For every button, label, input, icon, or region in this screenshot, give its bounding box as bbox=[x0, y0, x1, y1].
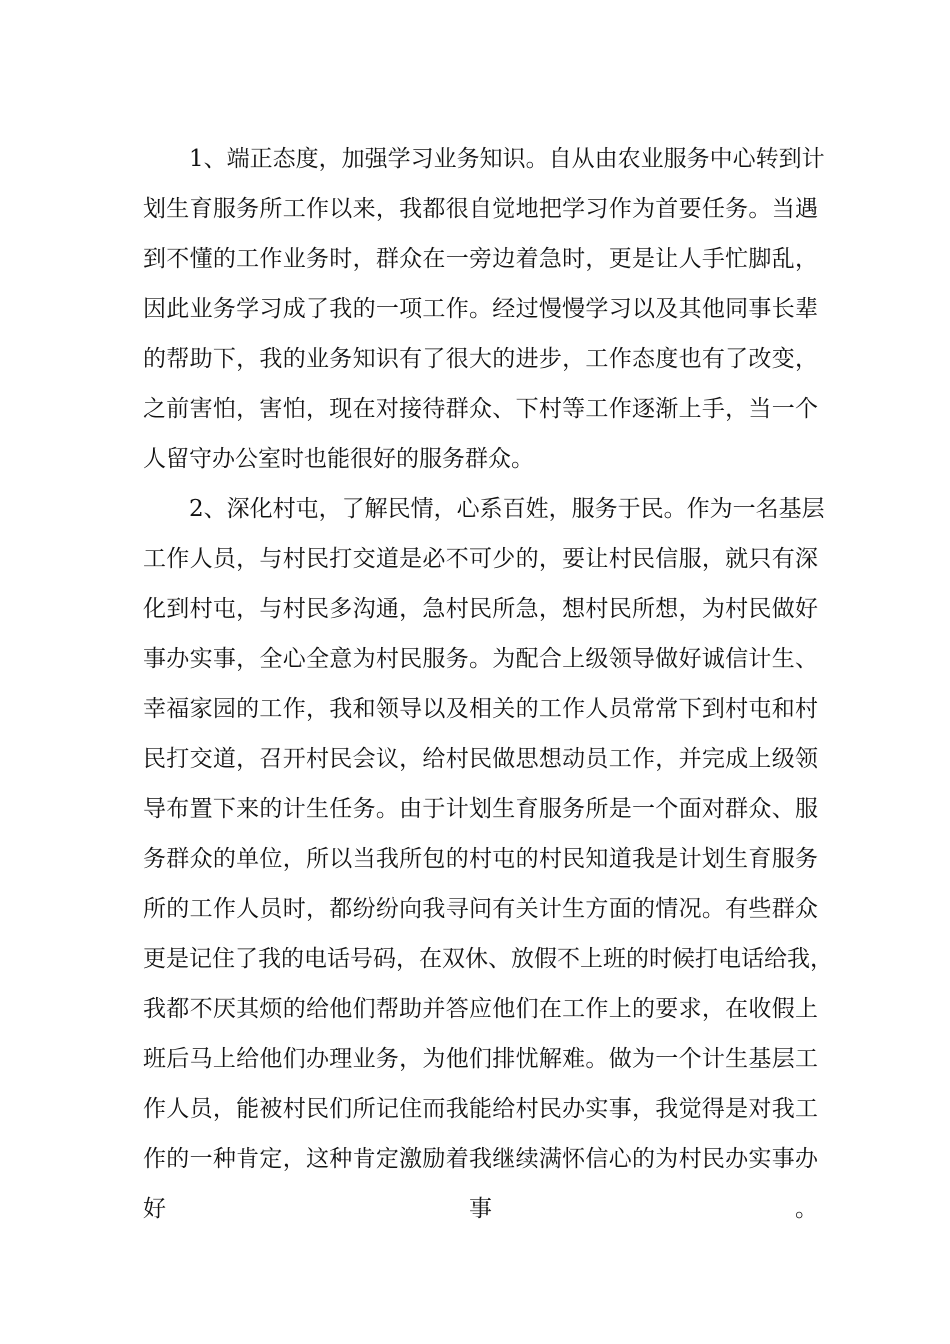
text-line: 作的一种肯定，这种肯定激励着我继续满怀信心的为村民办实事办 bbox=[143, 1146, 818, 1172]
text-line: 所的工作人员时，都纷纷向我寻问有关计生方面的情况。有些群众 bbox=[143, 896, 818, 922]
text-line: 更是记住了我的电话号码，在双休、放假不上班的时候打电话给我， bbox=[143, 946, 833, 972]
text-line: 班后马上给他们办理业务，为他们排忧解难。做为一个计生基层工 bbox=[143, 1046, 818, 1072]
text-line: 化到村屯，与村民多沟通，急村民所急，想村民所想，为村民做好 bbox=[143, 596, 818, 622]
text-line: 因此业务学习成了我的一项工作。经过慢慢学习以及其他同事长辈 bbox=[143, 296, 818, 322]
text-line: 人留守办公室时也能很好的服务群众。 bbox=[143, 446, 534, 472]
text-line: 幸福家园的工作，我和领导以及相关的工作人员常常下到村屯和村 bbox=[143, 696, 818, 722]
document-page bbox=[143, 134, 833, 1334]
text-line bbox=[143, 1284, 818, 1334]
text-line: 工作人员，与村民打交道是必不可少的，要让村民信服，就只有深 bbox=[143, 546, 818, 572]
text-line: 1、端正态度，加强学习业务知识。自从由农业服务中心转到计 bbox=[189, 146, 825, 172]
text-line: 我都不厌其烦的给他们帮助并答应他们在工作上的要求，在收假上 bbox=[143, 996, 818, 1022]
paragraph-2 bbox=[143, 484, 833, 1334]
text-line bbox=[143, 1234, 818, 1284]
paragraph-1 bbox=[143, 134, 825, 484]
text-line: 的帮助下，我的业务知识有了很大的进步，工作态度也有了改变， bbox=[143, 346, 818, 372]
text-line: 2、深化村屯，了解民情，心系百姓，服务于民。作为一名基层 bbox=[189, 496, 825, 522]
text-line: 事办实事，全心全意为村民服务。为配合上级领导做好诚信计生、 bbox=[143, 646, 818, 672]
text-line: 之前害怕，害怕，现在对接待群众、下村等工作逐渐上手，当一个 bbox=[143, 396, 818, 422]
text-line: 划生育服务所工作以来，我都很自觉地把学习作为首要任务。当遇 bbox=[143, 196, 818, 222]
text-line: 好事。 bbox=[143, 1196, 818, 1222]
text-line: 导布置下来的计生任务。由于计划生育服务所是一个面对群众、服 bbox=[143, 796, 818, 822]
text-line: 作人员，能被村民们所记住而我能给村民办实事，我觉得是对我工 bbox=[143, 1096, 818, 1122]
text-line: 务群众的单位，所以当我所包的村屯的村民知道我是计划生育服务 bbox=[143, 846, 818, 872]
text-line: 民打交道，召开村民会议，给村民做思想动员工作，并完成上级领 bbox=[143, 746, 818, 772]
text-line: 到不懂的工作业务时，群众在一旁边着急时，更是让人手忙脚乱， bbox=[143, 246, 818, 272]
